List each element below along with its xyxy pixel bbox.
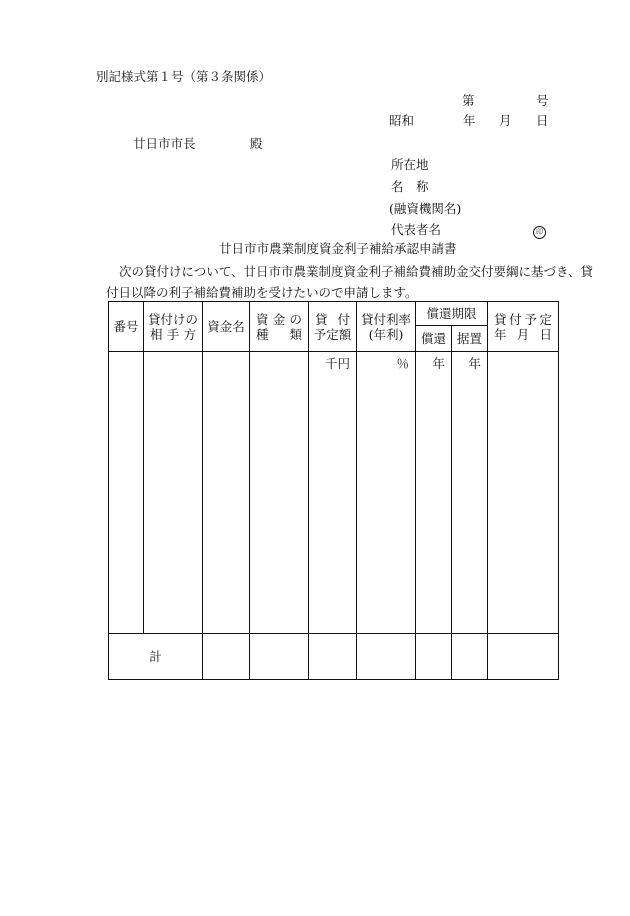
header-fund-type-line1: 資金の [256,311,302,327]
header-partner [144,302,203,352]
cell-date[interactable] [488,352,559,634]
number-suffix: 号 [536,93,549,108]
application-table [108,301,559,680]
unit-rate: ％ [396,356,409,371]
cell-grace[interactable] [452,352,488,634]
header-date [488,302,559,352]
header-fund-type [250,302,309,352]
addressee-title: 廿日市市長 [133,136,196,151]
cell-partner[interactable] [144,352,203,634]
name-label: 名 称 [391,179,429,194]
total-repay[interactable] [416,634,452,680]
cell-fund-name[interactable] [203,352,250,634]
seal-mark: 印 [533,226,546,239]
addressee-honorific: 殿 [250,136,263,151]
date-era: 昭和 [389,113,415,128]
total-fund-type[interactable] [250,634,309,680]
cell-number[interactable] [109,352,144,634]
header-rate-line1: 貸付利率 [360,311,411,327]
seal-icon [533,222,546,239]
total-fund-name[interactable] [203,634,250,680]
number-prefix: 第 [462,93,475,108]
header-amount-line1: 貸付 [315,311,350,327]
cell-amount[interactable] [309,352,357,634]
header-number: 番号 [109,302,144,352]
total-amount[interactable] [309,634,357,680]
form-label: 別記様式第１号（第３条関係） [96,69,272,84]
header-amount [309,302,357,352]
header-partner-line2: 相手方 [150,326,196,342]
cell-repay[interactable] [416,352,452,634]
date-day: 日 [536,113,549,128]
header-period-grace: 据置 [452,326,488,352]
cell-fund-type[interactable] [250,352,309,634]
header-rate [357,302,416,352]
header-rate-line2: (年利) [368,326,404,342]
representative-label: 代表者名 [391,222,442,237]
header-period: 償還期限 [416,302,488,326]
date-year: 年 [463,113,476,128]
header-date-line1: 貸付予定 [494,311,553,327]
address-label: 所在地 [391,157,429,172]
total-rate[interactable] [357,634,416,680]
institution-note: (融資機関名) [389,201,462,216]
total-grace[interactable] [452,634,488,680]
unit-grace: 年 [468,356,482,371]
header-period-repay: 償還 [416,326,452,352]
header-date-line2: 年 月 日 [494,326,553,342]
date-month: 月 [499,113,512,128]
total-label: 計 [109,634,203,680]
header-fund-name: 資金名 [203,302,250,352]
header-partner-line1: 貸付けの [147,311,198,327]
body-text-line-2: 付日以降の利子補給費補助を受けたいので申請します。 [106,285,418,300]
unit-repay: 年 [432,356,445,371]
cell-rate[interactable] [357,352,416,634]
header-amount-line2: 予定額 [313,326,352,342]
unit-amount: 千円 [324,356,350,371]
document-title: 廿日市市農業制度資金利子補給承認申請書 [219,241,457,256]
total-date[interactable] [488,634,559,680]
body-text-line-1: 次の貸付けについて、廿日市市農業制度資金利子補給費補助金交付要綱に基づき、貸 [119,264,594,279]
header-fund-type-line2: 種類 [256,326,302,342]
